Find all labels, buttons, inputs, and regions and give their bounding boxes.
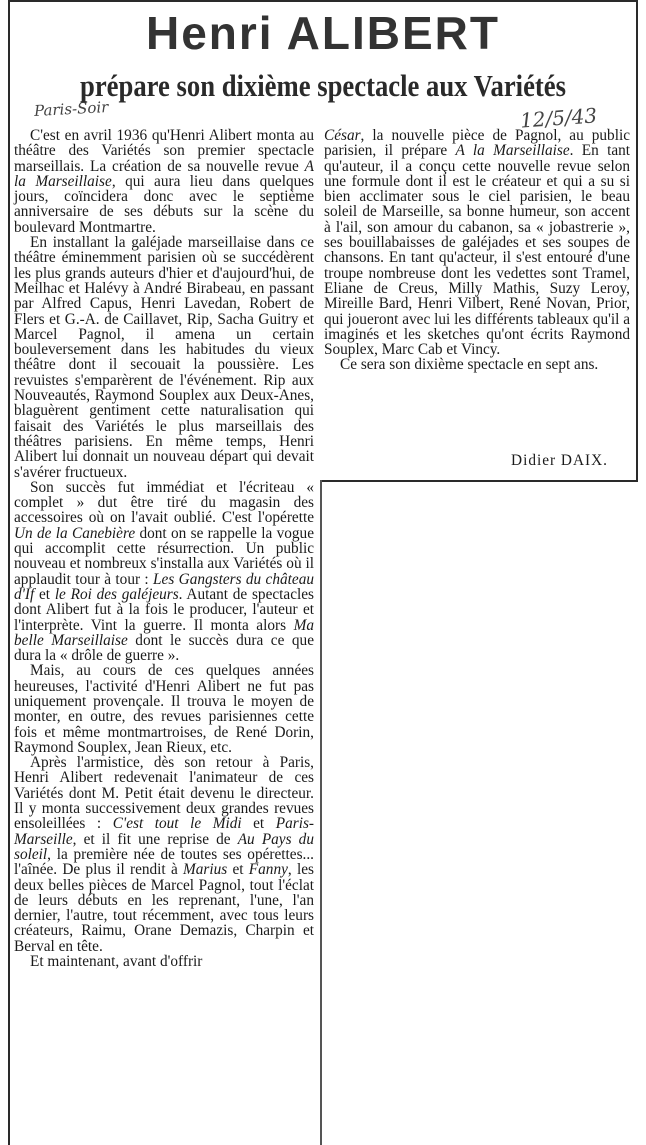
article-column-1	[14, 128, 314, 969]
paragraph-text: . Autant de spectacles dont Alibert fut à la fois le producer, l'auteur et l'interprète. Vint la guerre. Il monta alors	[14, 585, 314, 634]
paragraph	[324, 128, 630, 357]
italic-title-text: Au Pays du soleil	[14, 830, 314, 863]
paragraph-text: En installant la galéjade marseillaise dans ce théâtre éminemment parisien où se succédèrent les plus grands auteurs d'hier et d'aujourd'hui, de Meilhac et Halévy à André Birabeau, en passant par Alfred Capus, Henri Lavedan, Robert de Flers et G.-A. de Caillavet, Rip, Sacha Guitry et Marcel Pagnol, il amena un certain bouleversement dans les habitudes du vieux théâtre dont il secouait la poussière. Les revuistes s'emparèrent de l'événement. Rip aux Nouveautés, Raymond Souplex aux Deux-Anes, blaguèrent gentiment cette naturalisation qui faisait des Variétés le plus marseillais des théâtres parisiens. En même temps, Henri Alibert lui donnait un nouveau départ qui devait s'avérer fructueux.	[14, 234, 314, 481]
paragraph	[14, 755, 314, 954]
italic-title-text: A la Marseillaise	[14, 157, 314, 190]
handwritten-source-note: Paris-Soir	[33, 98, 109, 120]
italic-title-text: Les Gangsters du château d'If	[14, 570, 314, 603]
paragraph-text: Son succès fut immédiat et l'écriteau « complet » dut être tiré du magasin des accessoires où on l'avait oublié. C'est l'opérette	[14, 478, 314, 527]
italic-title-text: le Roi des galéjeurs	[54, 585, 179, 603]
article-title: Henri ALIBERT	[146, 7, 500, 59]
column-divider-lower	[320, 480, 322, 1145]
paragraph-text: dont on se rappelle la vogue qui accomplit cette résurrection. Un public nouveau et nombreux s'installa aux Variétés où il applaudit tour à tour :	[14, 524, 314, 588]
handwritten-date-note: 12/5/43	[519, 103, 598, 133]
paragraph-text: et	[227, 861, 249, 879]
paragraph	[14, 480, 314, 664]
paragraph-text: Et maintenant, avant d'offrir	[30, 953, 203, 971]
left-border	[8, 0, 10, 1145]
paragraph-text: dont le succès dura ce que dura la « drôle de guerre ».	[14, 631, 314, 665]
italic-title-text: César	[324, 127, 361, 144]
paragraph	[14, 128, 314, 235]
author-signature: Didier DAIX.	[511, 452, 608, 469]
paragraph-text: et	[241, 815, 276, 833]
column-two-bottom-rule	[320, 480, 638, 482]
article-subtitle: prépare son dixième spectacle aux Variétés	[79, 68, 566, 103]
italic-title-text: Un de la Canebière	[14, 524, 136, 542]
italic-title-text: Ma belle Marseillaise	[14, 616, 314, 649]
paragraph-text: Ce sera son dixième spectacle en sept ans.	[340, 356, 599, 374]
paragraph	[14, 235, 314, 480]
paragraph-text: , qui aura lieu dans quelques jours, coïncidera donc avec le septième anniversaire de ses débuts sur la scène du boulevard Montmartre.	[14, 172, 314, 236]
paragraph	[324, 357, 630, 372]
italic-title-text: A la Marseillaise	[455, 142, 570, 160]
paragraph-text: , et il fit une reprise de	[72, 830, 238, 848]
paragraph	[14, 663, 314, 755]
paragraph-text: . En tant qu'auteur, il a conçu cette nouvelle revue selon une formule dont il est le créateur et qui a su si bien acclimater sous le ciel parisien, le beau soleil de Marseille, sa bonne humeur, son accent à l'ail, son amour du cabanon, sa « jobastrerie », ses bouillabaisses de galéjades et ses soupes de chansons. En tant qu'acteur, il s'est entouré d'une troupe nombreuse dont les vedettes sont Tramel, Eliane de Creus, Milly Mathis, Suzy Leroy, Mireille Bard, Henri Vilbert, René Novan, Prior, qui joueront avec lui les différents tableaux qu'il a imaginés et les sketches qu'ont écrits Raymond Souplex, Marc Cab et Vincy.	[324, 142, 631, 359]
italic-title-text: Paris-Marseille	[14, 815, 314, 848]
paragraph-text: et	[34, 585, 55, 603]
paragraph-text: C'est en avril 1936 qu'Henri Alibert monta au théâtre des Variétés son premier spectacle marseillais. La création de sa nouvelle revue	[14, 127, 314, 175]
paragraph-text: , la nouvelle pièce de Pagnol, au public parisien, il prépare	[324, 127, 630, 160]
paragraph-text: Après l'armistice, dès son retour à Paris, Henri Alibert redevenait l'animateur de ces Variétés dont M. Petit était devenu le directeur. Il y monta successivement deux grandes revues ensoleillées :	[14, 754, 314, 833]
article-column-2	[324, 128, 630, 373]
right-border	[636, 0, 638, 480]
paragraph-text: , les deux belles pièces de Marcel Pagnol, tout l'éclat de leurs débuts en les reprenant, l'une, l'an dernier, l'autre, tout récemment, avec tous leurs créateurs, Raimu, Orane Demazis, Charpin et Berval en tête.	[14, 861, 314, 955]
paragraph	[14, 954, 314, 969]
paragraph-text: Mais, au cours de ces quelques années heureuses, l'activité d'Henri Alibert ne fut pas uniquement provençale. Il trouva le moyen de monter, en outre, des revues parisiennes cette fois et même montmartroises, de René Dorin, Raymond Souplex, Jean Rieux, etc.	[14, 662, 314, 756]
italic-title-text: Fanny	[248, 861, 288, 879]
italic-title-text: Marius	[183, 861, 228, 879]
paragraph-text: , la première née de toutes ses opérettes... l'aînée. De plus il rendit à	[14, 845, 314, 879]
italic-title-text: C'est tout le Midi	[112, 815, 242, 833]
